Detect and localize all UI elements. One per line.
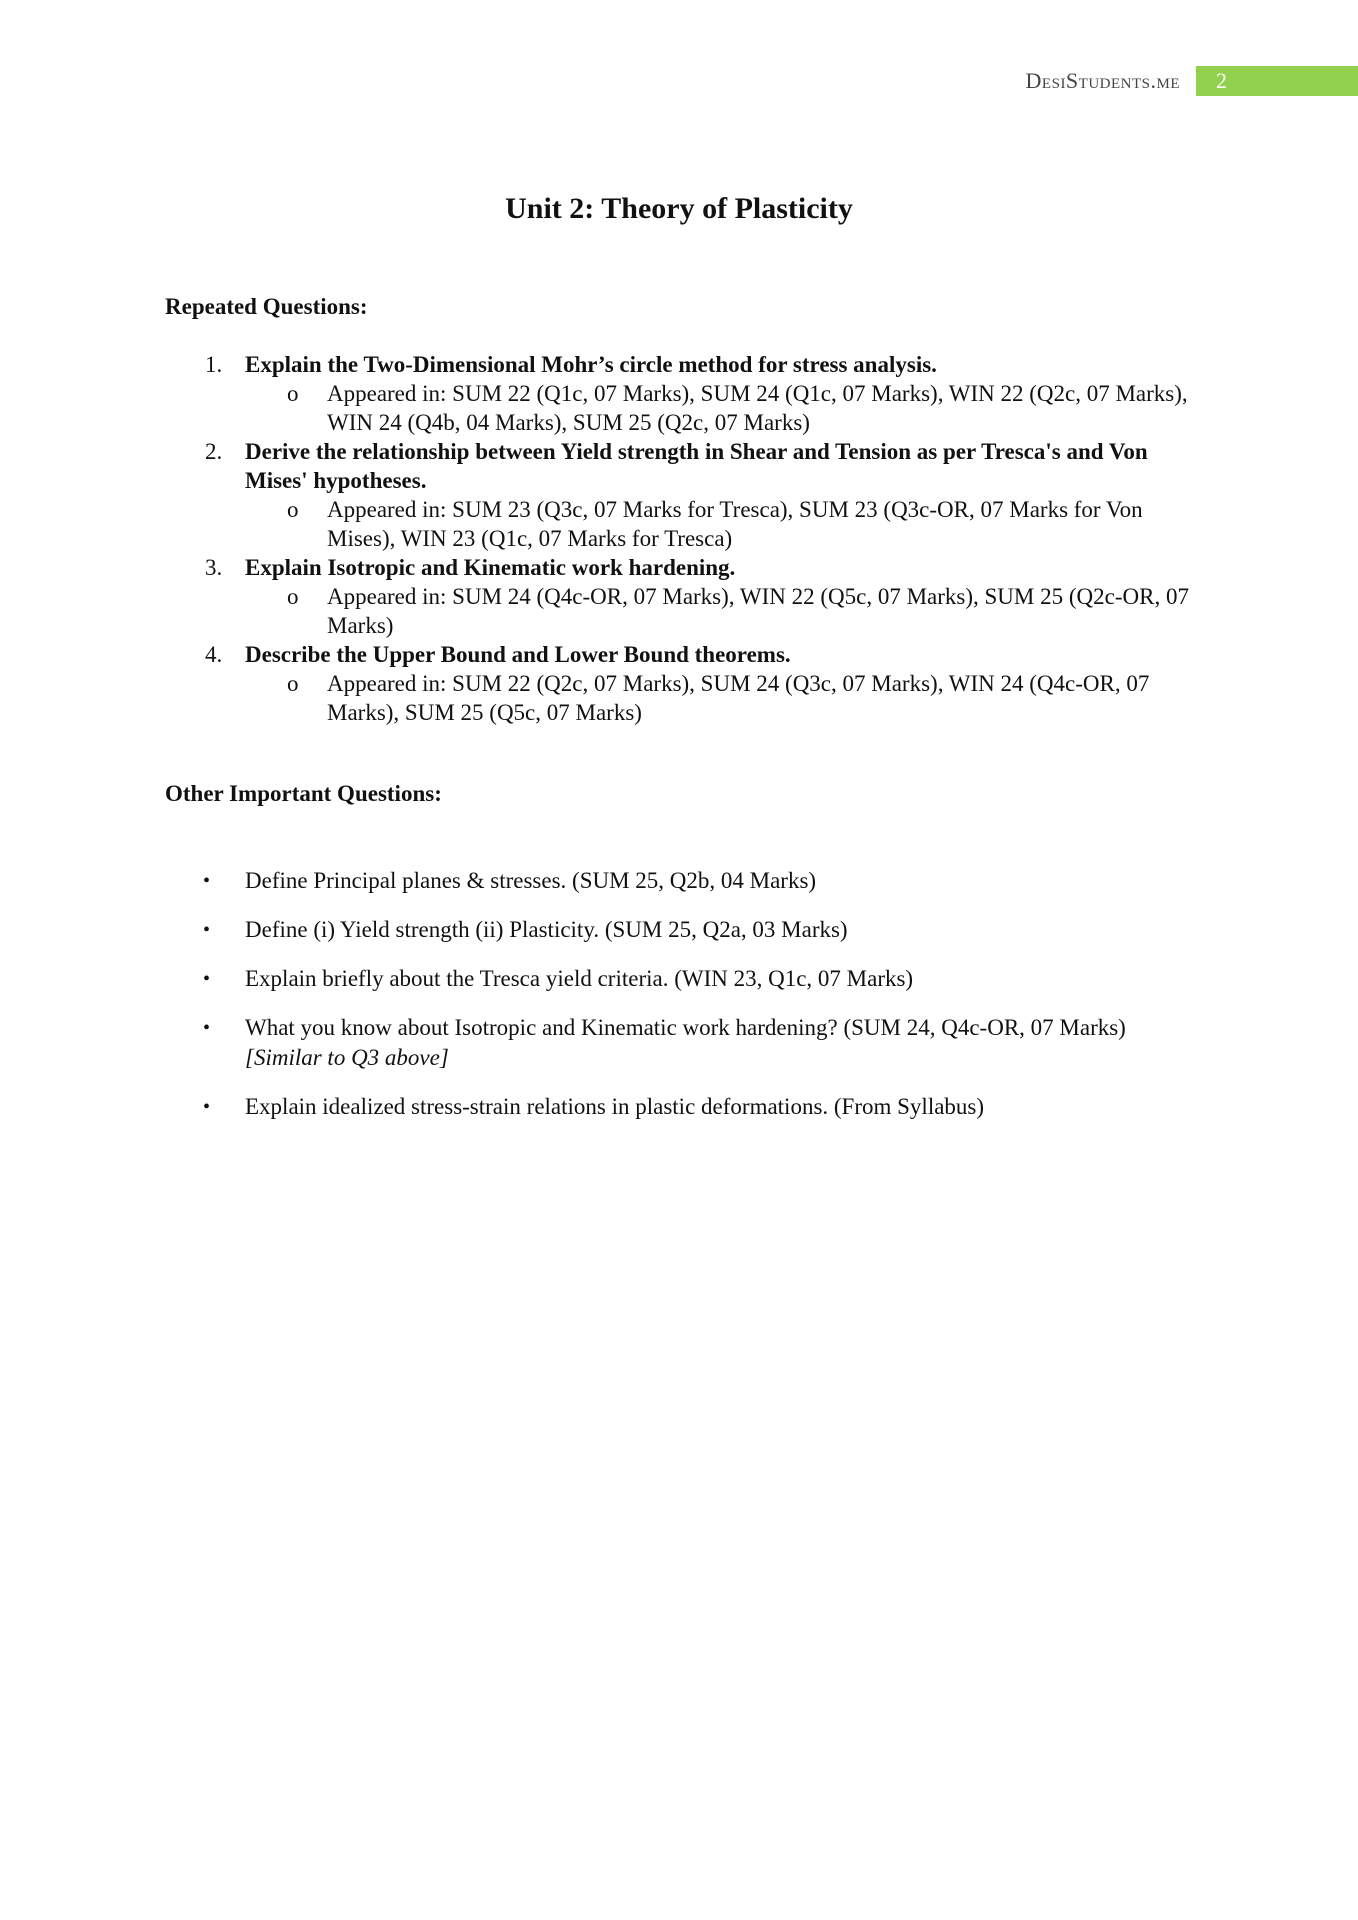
question-text: Explain briefly about the Tresca yield criteria. (WIN 23, Q1c, 07 Marks) [245, 966, 914, 991]
page-number-badge: 2 [1196, 66, 1358, 96]
appeared-in-text: Appeared in: SUM 22 (Q2c, 07 Marks), SUM 24 (Q3c, 07 Marks), WIN 24 (Q4c-OR, 07 Marks), SUM 25 (Q5c, 07 Marks) [327, 671, 1150, 725]
list-item [165, 1013, 1195, 1073]
bullet-icon: • [203, 968, 211, 990]
list-item [165, 964, 1195, 994]
bullet-icon: • [203, 1096, 211, 1118]
site-name: DesiStudents.me [1025, 68, 1180, 93]
question-text: Derive the relationship between Yield strength in Shear and Tension as per Tresca's and Von Mises' hypotheses. [245, 439, 1148, 493]
page-header [1026, 66, 1358, 96]
question-text: What you know about Isotropic and Kinematic work hardening? (SUM 24, Q4c-OR, 07 Marks) [245, 1015, 1126, 1040]
appeared-in-text: Appeared in: SUM 23 (Q3c, 07 Marks for Tresca), SUM 23 (Q3c-OR, 07 Marks for Von Mises), WIN 23 (Q1c, 07 Marks for Tresca) [327, 497, 1143, 551]
appeared-in-text: Appeared in: SUM 22 (Q1c, 07 Marks), SUM 24 (Q1c, 07 Marks), WIN 22 (Q2c, 07 Marks), WIN 24 (Q4b, 04 Marks), SUM 25 (Q2c, 07 Marks) [327, 381, 1188, 435]
question-text: Explain the Two-Dimensional Mohr’s circle method for stress analysis. [245, 352, 937, 377]
repeated-questions-heading: Repeated Questions: [165, 294, 368, 319]
question-number: 1. [205, 352, 223, 377]
question-text: Define Principal planes & stresses. (SUM 25, Q2b, 04 Marks) [245, 868, 817, 893]
question-number: 2. [205, 439, 223, 464]
repeated-questions-list [165, 350, 1195, 727]
question-text: Define (i) Yield strength (ii) Plasticity. (SUM 25, Q2a, 03 Marks) [245, 917, 848, 942]
list-item [165, 866, 1195, 896]
list-item [165, 915, 1195, 945]
question-text: Explain idealized stress-strain relations in plastic deformations. (From Syllabus) [245, 1094, 985, 1119]
repeated-question-item [165, 553, 1195, 640]
similar-note: [Similar to Q3 above] [245, 1045, 449, 1070]
circle-bullet-icon: o [287, 381, 299, 406]
bullet-icon: • [203, 870, 211, 892]
list-item [165, 1092, 1195, 1122]
circle-bullet-icon: o [287, 671, 299, 696]
appeared-in-entry [245, 379, 1195, 437]
circle-bullet-icon: o [287, 584, 299, 609]
appeared-in-entry [245, 669, 1195, 727]
bullet-icon: • [203, 1017, 211, 1039]
other-questions-heading: Other Important Questions: [165, 781, 442, 806]
bullet-icon: • [203, 919, 211, 941]
other-questions-list [165, 866, 1195, 1141]
question-number: 4. [205, 642, 223, 667]
repeated-question-item [165, 350, 1195, 437]
repeated-question-item [165, 437, 1195, 553]
question-number: 3. [205, 555, 223, 580]
repeated-question-item [165, 640, 1195, 727]
appeared-in-text: Appeared in: SUM 24 (Q4c-OR, 07 Marks), WIN 22 (Q5c, 07 Marks), SUM 25 (Q2c-OR, 07 Marks) [327, 584, 1189, 638]
page-title: Unit 2: Theory of Plasticity [505, 192, 853, 225]
appeared-in-entry [245, 495, 1195, 553]
question-text: Describe the Upper Bound and Lower Bound theorems. [245, 642, 791, 667]
question-text: Explain Isotropic and Kinematic work hardening. [245, 555, 736, 580]
circle-bullet-icon: o [287, 497, 299, 522]
appeared-in-entry [245, 582, 1195, 640]
